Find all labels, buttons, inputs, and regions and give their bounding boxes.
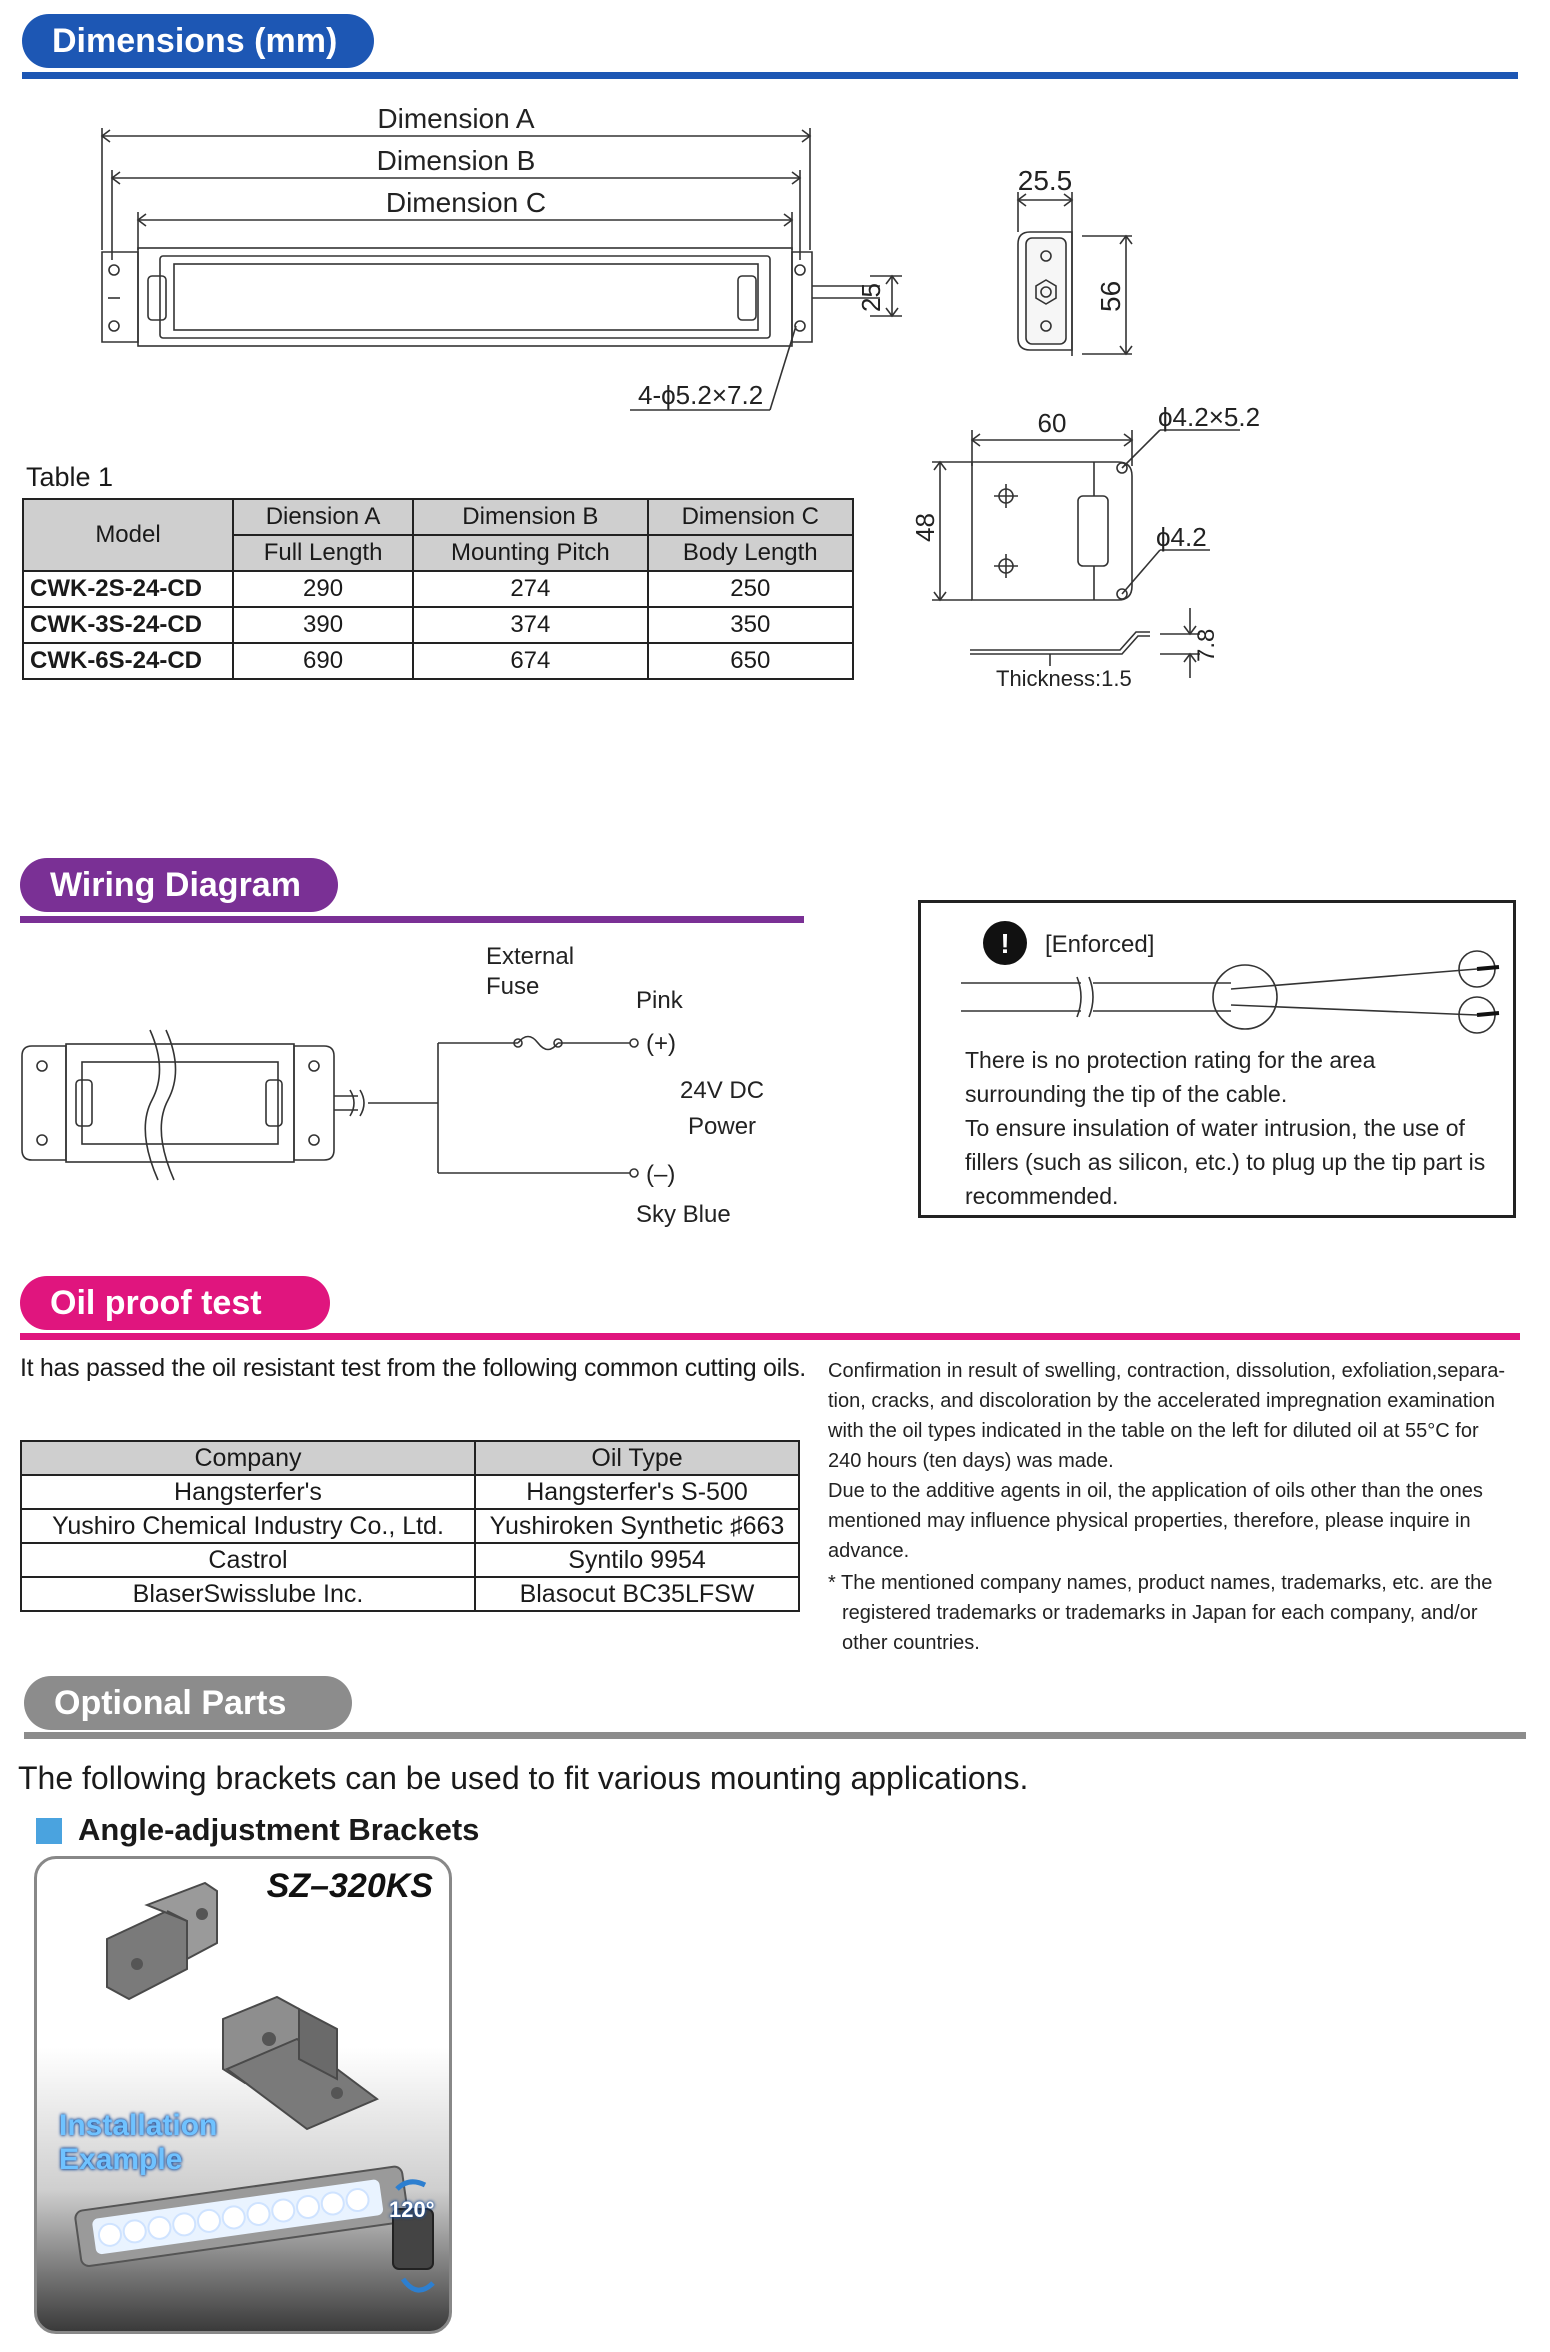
wiring-diagram [18,940,798,1240]
supply-line1: 24V DC [680,1077,765,1104]
table-row [23,643,853,679]
dimensions-title: Dimensions (mm) [22,14,374,68]
model-cell: CWK-2S-24-CD [23,571,233,607]
oil-rule [20,1333,1520,1340]
part-number: SZ–320KS [266,1867,433,1905]
table-row [23,607,853,643]
oil-type-header: Oil Type [475,1441,799,1475]
oil-notes [828,1356,1528,1658]
oil-cell: Yushiroken Synthetic ♯663 [475,1509,799,1543]
wiring-title: Wiring Diagram [20,858,338,912]
bracket-offset-label: 7.8 [1193,628,1220,662]
company-header: Company [21,1441,475,1475]
notice-line: There is no protection rating for the area [965,1047,1376,1073]
angle-label: 120° [389,2197,435,2222]
oil-title: Oil proof test [20,1276,330,1330]
install-line2: Example [59,2143,183,2176]
col-subheader-b: Mounting Pitch [413,535,647,571]
bracket-drawing [910,400,1310,700]
value-cell: 290 [233,571,413,607]
side-height-label: 56 [1095,280,1126,312]
value-cell: 350 [648,607,853,643]
dim-a-label: Dimension A [377,103,535,134]
value-cell: 250 [648,571,853,607]
bracket-photo [37,1859,449,2331]
table-row [21,1509,799,1543]
value-cell: 274 [413,571,647,607]
bracket-product-card [34,1856,452,2334]
note-line: Due to the additive agents in oil, the application of oils other than the ones [828,1480,1483,1502]
value-cell: 650 [648,643,853,679]
value-cell: 674 [413,643,647,679]
note-line: * The mentioned company names, product names, trademarks, etc. are the [828,1572,1493,1594]
optional-rule [24,1732,1526,1739]
wiring-rule [20,916,804,923]
holes-label: 4-ϕ5.2×7.2 [638,380,764,410]
sky-blue-label: Sky Blue [636,1201,731,1228]
table-row [23,571,853,607]
optional-title: Optional Parts [24,1676,352,1730]
table-row [21,1577,799,1611]
table-row [21,1543,799,1577]
note-line: 240 hours (ten days) was made. [828,1450,1114,1472]
cable-tip-drawing [921,903,1513,1043]
value-cell: 374 [413,607,647,643]
col-subheader-c: Body Length [648,535,853,571]
note-line: tion, cracks, and discoloration by the accelerated impregnation examination [828,1390,1496,1412]
side-width-label: 25.5 [1017,165,1073,196]
oil-intro: It has passed the oil resistant test from the following common cutting oils. [20,1354,806,1382]
table-row [21,1475,799,1509]
col-header-c: Dimension C [648,499,853,535]
company-cell: BlaserSwisslube Inc. [21,1577,475,1611]
plus-label: (+) [646,1030,676,1057]
dim-b-label: Dimension B [376,145,536,176]
height-25-label: 25 [856,283,886,312]
oil-cell: Blasocut BC35LFSW [475,1577,799,1611]
bracket-slot-label: ϕ4.2×5.2 [1158,402,1261,432]
bracket-width-label: 60 [1037,408,1067,438]
note-line: other countries. [842,1632,980,1654]
value-cell: 690 [233,643,413,679]
table-caption: Table 1 [26,462,114,492]
supply-line2: Power [688,1113,757,1140]
note-line: mentioned may influence physical properties, therefore, please inquire in [828,1510,1471,1532]
col-header-a: Diension A [233,499,413,535]
enforced-label: [Enforced] [1045,931,1155,958]
col-header-b: Dimension B [413,499,647,535]
bracket-height-label: 48 [910,513,940,542]
bracket-hole-label: ϕ4.2 [1156,522,1207,552]
bracket-heading: Angle-adjustment Brackets [78,1812,480,1847]
dimension-table [22,498,854,680]
notice-line: fillers (such as silicon, etc.) to plug up the tip part is [965,1149,1486,1175]
notice-line: recommended. [965,1183,1119,1209]
oil-cell: Syntilo 9954 [475,1543,799,1577]
oil-cell: Hangsterfer's S-500 [475,1475,799,1509]
note-line: with the oil types indicated in the table on the left for diluted oil at 55°C for [828,1420,1479,1442]
minus-label: (–) [646,1161,676,1188]
note-line: Confirmation in result of swelling, contraction, dissolution, exfoliation,separa- [828,1360,1506,1382]
col-subheader-a: Full Length [233,535,413,571]
pink-label: Pink [636,987,683,1014]
svg-text:!: ! [1000,928,1010,959]
note-line: advance. [828,1540,910,1562]
note-line: registered trademarks or trademarks in Japan for each company, and/or [842,1602,1478,1624]
model-cell: CWK-6S-24-CD [23,643,233,679]
company-cell: Castrol [21,1543,475,1577]
external-label: External [486,943,575,970]
value-cell: 390 [233,607,413,643]
dimensions-rule [22,72,1518,79]
model-cell: CWK-3S-24-CD [23,607,233,643]
notice-line: To ensure insulation of water intrusion, the use of [965,1115,1465,1141]
thickness-label: Thickness:1.5 [996,666,1132,691]
oil-table [20,1440,800,1612]
notice-text [965,1043,1485,1213]
side-view-drawing [990,160,1190,360]
enforced-notice [918,900,1516,1218]
heading-square-icon [36,1818,62,1844]
install-line1: Installation [59,2109,218,2142]
install-example-label [59,2109,217,2177]
notice-line: surrounding the tip of the cable. [965,1081,1288,1107]
fuse-label: Fuse [486,973,540,1000]
company-cell: Yushiro Chemical Industry Co., Ltd. [21,1509,475,1543]
model-header: Model [23,499,233,571]
company-cell: Hangsterfer's [21,1475,475,1509]
dim-c-label: Dimension C [385,187,547,218]
light-bar-drawing [90,100,920,420]
optional-intro: The following brackets can be used to fit various mounting applications. [18,1760,1029,1796]
